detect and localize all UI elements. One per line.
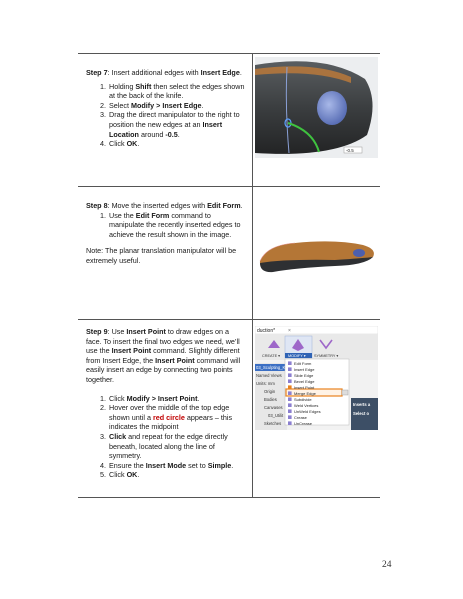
step9-text-cell	[78, 320, 253, 498]
menu-item[interactable]: Crease	[294, 415, 307, 420]
step7-title: Step 7: Insert additional edges with Insert Edge.	[86, 68, 242, 77]
menu-item[interactable]: Weld Vertices	[294, 403, 319, 408]
browser-bodies[interactable]: Bodies	[264, 397, 277, 402]
menu-item-icon	[288, 403, 292, 407]
step8-text-cell	[78, 187, 253, 320]
knife-back-render	[255, 57, 378, 158]
insert-location-value: -0.5	[346, 148, 354, 153]
step9-item-2: 2. Hover over the middle of the top edge shown until a red circle appears – this indicates the midpoint	[108, 403, 246, 432]
insert-point-shortcut-icon	[342, 390, 348, 395]
step7-item-3: 3. Drag the direct manipulator to the right to position the new edges at an Insert Location around -0.5.	[108, 110, 246, 139]
menu-item[interactable]: Bevel Edge	[294, 379, 315, 384]
browser-root-item[interactable]: 03_Sculpting_K	[256, 365, 286, 370]
browser-utility[interactable]: 03_Utilit	[268, 413, 284, 418]
step7-list	[86, 82, 246, 149]
create-menu-button[interactable]: CREATE ▾	[262, 354, 281, 358]
menu-item-icon	[288, 385, 292, 389]
menu-item-icon	[288, 367, 292, 371]
menu-item-icon	[288, 391, 292, 395]
tooltip-text-1: Inserts a	[353, 402, 371, 407]
menu-item-icon	[288, 421, 292, 425]
menu-item[interactable]: Merge Edge	[294, 391, 316, 396]
menu-item[interactable]: Insert Point	[294, 385, 315, 390]
step9-item-5: 5. Click OK.	[108, 470, 246, 480]
step8-note: Note: The planar translation manipulator will be extremely useful.	[86, 246, 237, 265]
step9-list	[86, 394, 246, 480]
close-tab-icon[interactable]: ×	[288, 328, 291, 334]
menu-item[interactable]: UnWeld Edges	[294, 409, 321, 414]
menu-item-icon	[288, 361, 292, 365]
knife-button-shape	[317, 91, 347, 125]
menu-item[interactable]: Insert Edge	[294, 367, 315, 372]
page-number: 24	[382, 560, 392, 570]
step7-screenshot	[255, 57, 378, 158]
browser-canvases[interactable]: Canvases	[264, 405, 283, 410]
menu-item[interactable]: Edit Form	[294, 361, 312, 366]
modify-menu-label: MODIFY ▾	[288, 354, 306, 358]
document-tab[interactable]: duction*	[257, 328, 276, 334]
menu-item[interactable]: UnCrease	[294, 421, 313, 426]
step7-item-4: 4. Click OK.	[108, 139, 246, 149]
step7-item-2: 2. Select Modify > Insert Edge.	[108, 101, 246, 111]
knife-button-shape	[353, 249, 365, 257]
tooltip-text-2: Select o	[353, 411, 370, 416]
step7-text-cell	[78, 54, 253, 187]
step9-item-3: 3. Click and repeat for the edge directly beneath, located along the line of symmetry.	[108, 432, 246, 461]
browser-sketches[interactable]: Sketches	[264, 421, 282, 426]
menu-item[interactable]: Subdivide	[294, 397, 312, 402]
browser-units[interactable]: Units: mm	[256, 381, 275, 386]
browser-named-views[interactable]: Named Views	[256, 373, 282, 378]
step8-list	[86, 211, 246, 240]
browser-origin[interactable]: Origin	[264, 389, 276, 394]
menu-item-icon	[288, 379, 292, 383]
modify-menu-render	[255, 326, 378, 430]
menu-item[interactable]: Slide Edge	[294, 373, 314, 378]
step9-screenshot	[255, 326, 378, 430]
knife-edited-render	[255, 235, 380, 275]
step8-title: Step 8: Move the inserted edges with Edit Form.	[86, 201, 243, 210]
menu-item-icon	[288, 397, 292, 401]
menu-item-icon	[288, 415, 292, 419]
step9-title: Step 9: Use Insert Point to draw edges on a face. To insert the final two edges we need, we’ll use the Insert Point command. Slightly different from Insert Edge, the Insert Point command will easily insert an edge by connecting two points together.	[86, 327, 241, 384]
step9-item-1: 1. Click Modify > Insert Point.	[108, 394, 246, 404]
step7-item-1: 1. Holding Shift then select the edges shown at the back of the knife.	[108, 82, 246, 101]
menu-item-icon	[288, 409, 292, 413]
step8-screenshot	[255, 235, 380, 275]
symmetry-menu-button[interactable]: SYMMETRY ▾	[314, 354, 339, 358]
step9-item-4: 4. Ensure the Insert Mode set to Simple.	[108, 461, 246, 471]
step8-item-1: 1. Use the Edit Form command to manipulate the recently inserted edges to achieve the result shown in the image.	[108, 211, 246, 240]
menu-item-icon	[288, 373, 292, 377]
